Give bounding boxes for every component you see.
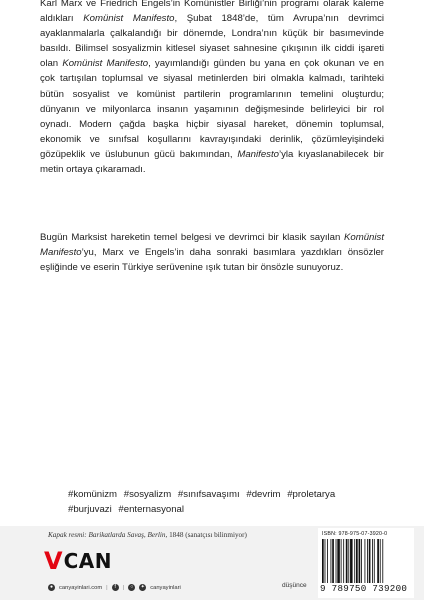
barcode-bar [322,539,324,583]
barcode-bar [332,539,334,583]
barcode-bar [372,539,373,583]
description-paragraph-1 [40,0,384,177]
cover-credit-work: Barikatlarda Savaş, Berlin, [88,531,168,539]
book-title-italic: Komünist Manifesto [83,13,175,25]
barcode-bar [359,539,361,583]
barcode-bar [382,539,383,583]
hashtag: #enternasyonal [118,504,185,515]
barcode-bar [350,539,353,583]
barcode-bar [331,539,332,583]
hashtag: #sınıfsavaşımı [177,489,240,500]
cover-credit-label: Kapak resmi: [48,531,87,539]
barcode-panel [318,528,414,598]
barcode-bar [354,539,355,583]
series-mark: düşünce [282,582,307,589]
book-title-italic: Manifesto [237,148,279,160]
text-run: Bugün Marksist hareketin temel belgesi ve devrimci bir klasik sayılan [40,232,344,243]
barcode-bar [348,539,349,583]
barcode-bar [367,539,368,583]
book-title-italic: Komünist Manifesto [40,232,384,259]
barcode-bar [365,539,366,583]
publisher-logo [44,548,112,574]
hashtag: #burjuvazi [68,504,112,515]
cover-credit-note: (sanatçısı bilinmiyor) [185,531,247,539]
cover-credit [48,531,298,539]
barcode-bar [374,539,375,583]
hashtag-list [68,487,368,517]
facebook-icon: f [112,584,119,591]
paragraph-1-text [40,0,384,177]
hashtag: #devrim [246,489,281,500]
paragraph-2-text [40,230,384,275]
text-run: Karl Marx ve Friedrich Engels’in Komünistler Birliği’nin programı olarak kaleme aldıkları [40,0,384,25]
isbn-label: ISBN: 978-975-07-3920-0 [322,531,388,537]
barcode-bar [380,539,381,583]
barcode-bar [356,539,358,583]
divider: | [122,584,125,591]
logo-wordmark: CAN [63,549,112,573]
social-handle-text: canyayinlari [150,584,181,591]
text-run: ’yla kıyaslanabilecek bir metin ortaya çıkaramadı. [40,148,385,176]
description-paragraph-2 [40,230,384,275]
barcode-bar [336,539,337,583]
barcode-bar [361,539,362,583]
barcode-bar [325,539,326,583]
hashtag: #komünizm [68,489,118,500]
barcode-bar [341,539,342,583]
globe-icon: ● [49,584,54,590]
divider: | [106,584,108,591]
barcode-bar [377,539,379,583]
barcode-bar [369,539,371,583]
cover-credit-year: 1848 [169,531,184,539]
hashtag: #sosyalizm [123,489,172,500]
barcode-image [322,539,410,583]
twitter-icon: ✦ [140,584,145,590]
barcode-bar [337,539,340,583]
barcode-bar [343,539,344,583]
text-run: , yayımlandığı günden bu yana en çok okunan ve en çok tartışılan toplumsal ve siyasal metinlerden biri olmakla kalmadı, tarihteki bütün sosyalist ve komünist partilerin programlarının temelini oluşturdu; dünyanın ve milyonlarca insanın yaşamının değişmesinde belirleyici bir rol oynadı. Modern çağda başka hiçbir siyasal hareket, dönemin toplumsal, ekonomik ve sınıfsal koşullarını kavrayışındaki derinlik, çözümleyişindeki gözüpeklik ve üslubunun gücü bakımından, [40,58,385,160]
isbn-digits: 9 789750 739200 [320,583,408,594]
instagram-icon: ○ [130,584,134,590]
logo-v-mark: V [44,547,63,575]
barcode-bar [346,539,348,583]
publisher-contacts [48,584,298,591]
website-text: canyayinlari.com [59,584,103,591]
text-run: , Şubat 1848’de, tüm Avrupa’nın devrimci ayaklanmalarla çalkalandığı bir dönemde, Londra’nın küçük bir basımevinde basıldı. Bilimsel sosyalizmin kitlesel siyaset sahnesine çıkışının ilk ciddi işareti olan [40,13,385,70]
barcode-bar [327,539,328,583]
text-run: ’yu, Marx ve Engels’in daha sonraki basımlara yazdıkları önsözler eşliğinde ve eserin Türkiye serüvenine ışık tutan bir önsözle sunuyoruz. [40,247,384,274]
book-title-italic: Komünist Manifesto [62,58,149,70]
hashtag: #proletarya [287,489,336,500]
